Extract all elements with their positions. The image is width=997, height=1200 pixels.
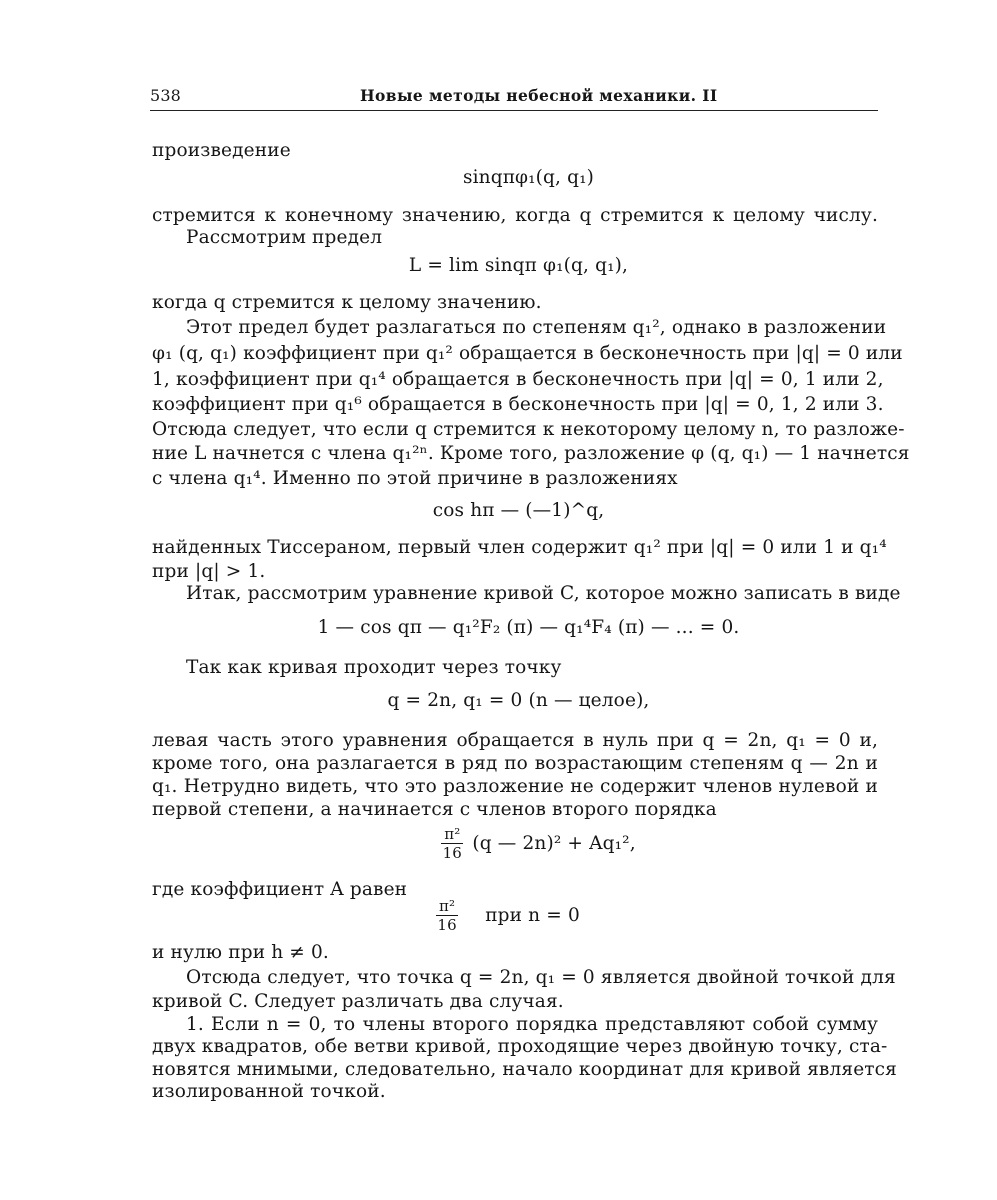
fraction-numerator: π²: [441, 826, 463, 844]
text-line: стремится к конечному значению, когда q стремится к целому числу.: [152, 205, 878, 226]
text-line: новятся мнимыми, следовательно, начало координат для кривой является: [152, 1059, 898, 1080]
text-line: с члена q₁⁴. Именно по этой причине в разложениях: [152, 468, 678, 489]
text-line: произведение: [152, 140, 291, 161]
text-line: Отсюда следует, что точка q = 2n, q₁ = 0 является двойной точкой для: [186, 967, 896, 988]
formula-6: [0, 826, 997, 862]
text-line: Этот предел будет разлагаться по степеням q₁², однако в разложении: [186, 317, 887, 338]
text-line: 1, коэффициент при q₁⁴ обращается в бесконечность при |q| = 0, 1 или 2,: [152, 369, 884, 390]
text-line: при |q| > 1.: [152, 561, 266, 582]
text-line: ние L начнется с члена q₁²ⁿ. Кроме того, разложение φ (q, q₁) — 1 начнется: [152, 443, 910, 464]
text-line: и нулю при h ≠ 0.: [152, 942, 329, 963]
text-line: q₁. Нетрудно видеть, что это разложение не содержит членов нулевой и: [152, 776, 878, 797]
text-line: 1. Если n = 0, то члены второго порядка представляют собой сумму: [186, 1014, 878, 1035]
text-line: где коэффициент A равен: [152, 879, 408, 900]
text-line: найденных Тиссераном, первый член содержит q₁² при |q| = 0 или 1 и q₁⁴: [152, 537, 887, 558]
formula-6-rest: (q — 2n)² + Aq₁²,: [472, 833, 636, 855]
page-header: [150, 86, 878, 111]
text-line: когда q стремится к целому значению.: [152, 292, 542, 313]
text-line: Так как кривая проходит через точку: [186, 657, 562, 678]
formula-5: q = 2n, q₁ = 0 (n — целое),: [387, 690, 650, 711]
text-line: коэффициент при q₁⁶ обращается в бесконечность при |q| = 0, 1, 2 или 3.: [152, 394, 884, 415]
text-line: Рассмотрим предел: [186, 227, 383, 248]
formula-7: [436, 898, 580, 934]
text-line: кривой C. Следует различать два случая.: [152, 991, 564, 1012]
formula-4: 1 — cos qπ — q₁²F₂ (π) — q₁⁴F₄ (π) — ... = 0.: [317, 617, 740, 638]
fraction: [436, 898, 458, 934]
text-line: изолированной точкой.: [152, 1081, 386, 1102]
fraction-denominator: 16: [442, 844, 462, 863]
formula-7-rest: при n = 0: [485, 905, 580, 927]
text-line: Итак, рассмотрим уравнение кривой C, которое можно записать в виде: [186, 583, 901, 604]
fraction-denominator: 16: [437, 916, 457, 935]
text-line: φ₁ (q, q₁) коэффициент при q₁² обращается в бесконечность при |q| = 0 или: [152, 343, 903, 364]
formula-3: cos hπ — (—1)^q,: [432, 500, 605, 521]
formula-2: L = lim sinqπ φ₁(q, q₁),: [408, 255, 629, 276]
formula-1: sinqπφ₁(q, q₁): [462, 167, 595, 188]
text-line: кроме того, она разлагается в ряд по возрастающим степеням q — 2n и: [152, 753, 878, 774]
text-line: левая часть этого уравнения обращается в нуль при q = 2n, q₁ = 0 и,: [152, 730, 878, 751]
text-line: Отсюда следует, что если q стремится к некоторому целому n, то разложе-: [152, 419, 905, 440]
fraction-numerator: π²: [436, 898, 458, 916]
text-line: первой степени, а начинается с членов второго порядка: [152, 799, 717, 820]
page-number: 538: [150, 86, 181, 105]
fraction: [441, 826, 463, 862]
text-line: двух квадратов, обе ветви кривой, проходящие через двойную точку, ста-: [152, 1036, 888, 1057]
running-title: Новые методы небесной механики. II: [360, 86, 718, 105]
